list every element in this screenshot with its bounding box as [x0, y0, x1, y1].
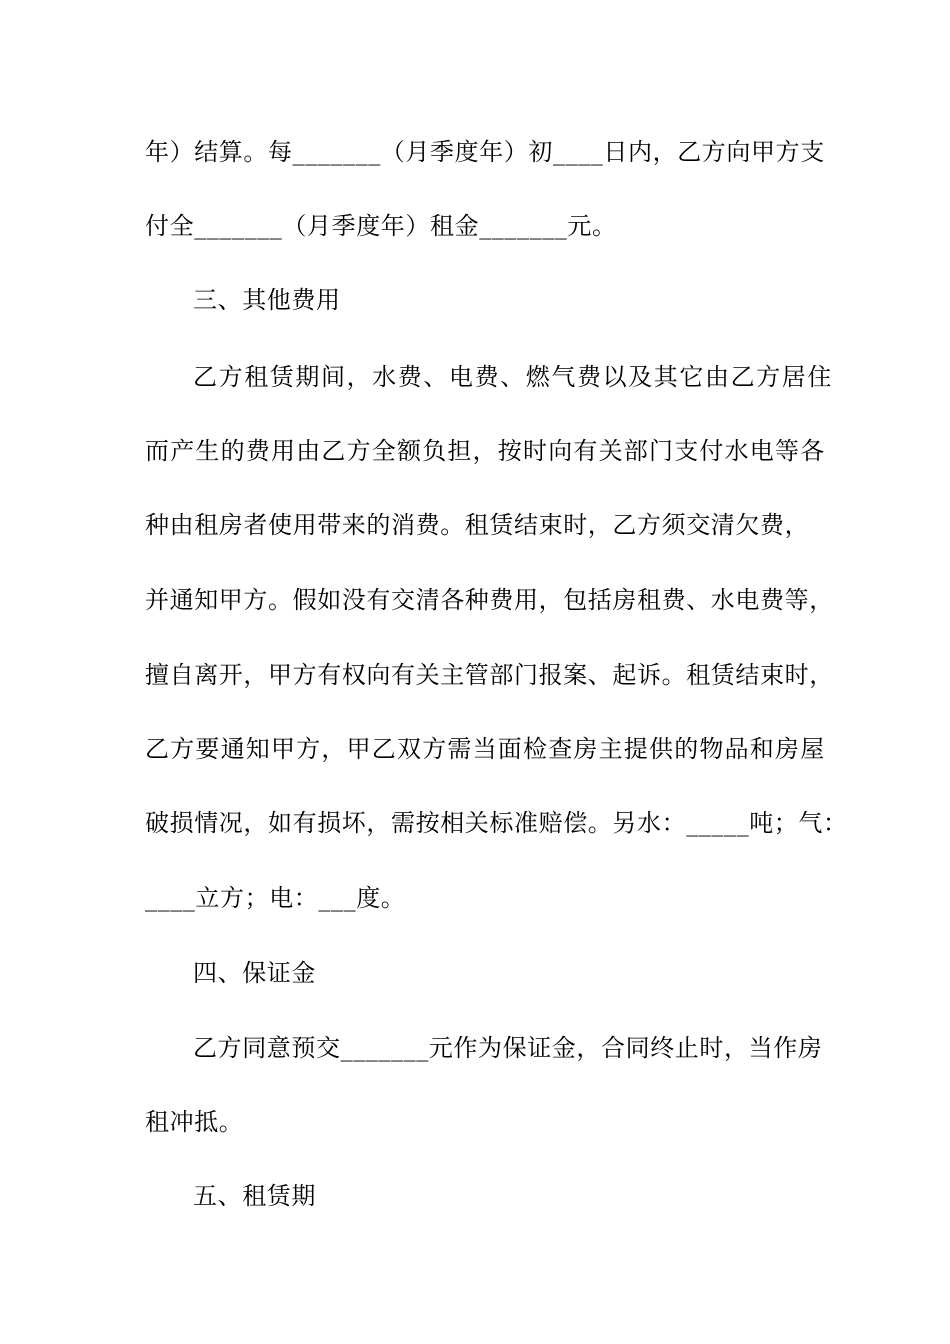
paragraph-line: 而产生的费用由乙方全额负担，按时向有关部门支付水电等各	[145, 437, 826, 465]
paragraph-line: 乙方租赁期间，水费、电费、燃气费以及其它由乙方居住	[193, 363, 833, 391]
section-heading: 五、租赁期	[193, 1182, 316, 1210]
section-heading: 四、保证金	[193, 959, 316, 987]
paragraph-line: 破损情况，如有损坏，需按相关标准赔偿。另水：_____吨；气：	[145, 809, 848, 837]
paragraph-line: 乙方要通知甲方，甲乙双方需当面检查房主提供的物品和房屋	[145, 735, 826, 763]
paragraph-line: 付全_______（月季度年）租金_______元。	[145, 212, 617, 240]
paragraph-line: ____立方；电：___度。	[145, 884, 406, 912]
paragraph-line: 租冲抵。	[145, 1108, 244, 1136]
paragraph-line: 并通知甲方。假如没有交清各种费用，包括房租费、水电费等，	[145, 586, 834, 614]
paragraph-line: 擅自离开，甲方有权向有关主管部门报案、起诉。租赁结束时，	[145, 661, 834, 689]
paragraph-line: 乙方同意预交_______元作为保证金，合同终止时，当作房	[193, 1034, 823, 1062]
paragraph-line: 种由租房者使用带来的消费。租赁结束时，乙方须交清欠费，	[145, 511, 810, 539]
section-heading: 三、其他费用	[193, 286, 341, 314]
paragraph-line: 年）结算。每_______（月季度年）初____日内，乙方向甲方支	[145, 138, 825, 166]
